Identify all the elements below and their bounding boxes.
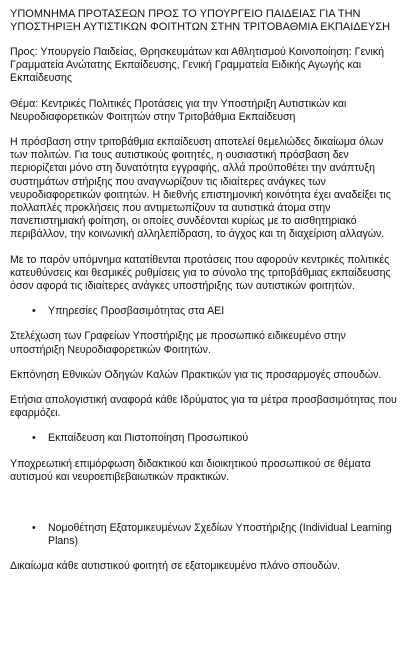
section-item: Ετήσια απολογιστική αναφορά κάθε Ιδρύματος για τα μέτρα προσβασιμότητας που εφαρμόζει. [10, 394, 397, 420]
section-item: Υποχρεωτική επιμόρφωση διδακτικού και διοικητικού προσωπικού σε θέματα αυτισμού και νευροεπιβεβαιωτικών πρακτικών. [10, 457, 371, 483]
section-heading-training [32, 432, 400, 445]
section-item: Στελέχωση των Γραφείων Υποστήριξης με προσωπικό ειδικευμένο στην υποστήριξη Νευροδιαφορετικών Φοιτητών. [10, 330, 346, 356]
bullet-marker: • [32, 432, 36, 445]
bullet-marker: • [32, 305, 36, 318]
section-item: Δικαίωμα κάθε αυτιστικού φοιτητή σε εξατομικευμένο πλάνο σπουδών. [10, 560, 341, 573]
recipients-paragraph: Προς: Υπουργείο Παιδείας, Θρησκευμάτων και Αθλητισμού Κοινοποίηση: Γενική Γραμματεία Ανώτατης Εκπαίδευσης, Γενική Γραμματεία Ειδικής Αγωγής και Εκπαίδευσης [10, 46, 385, 85]
section-heading-individual-plans [32, 522, 400, 548]
section-heading-accessibility [32, 305, 400, 318]
section-heading-text: Εκπαίδευση και Πιστοποίηση Προσωπικού [48, 432, 249, 445]
subject-paragraph: Θέμα: Κεντρικές Πολιτικές Προτάσεις για την Υποστήριξη Αυτιστικών και Νευροδιαφορετικών Φοιτητών στην Τριτοβάθμια Εκπαίδευση [10, 97, 347, 123]
intro-paragraph: Η πρόσβαση στην τριτοβάθμια εκπαίδευση αποτελεί θεμελιώδες δικαίωμα όλων των πολιτών. Για τους αυτιστικούς φοιτητές, η ουσιαστική πρόσβαση δεν περιορίζεται μόνο στη δυνατότητα εγγραφής, αλλά προϋποθέτει την ανάπτυξη συστημάτων στήριξης που αναγνωρίζουν τις ιδιαίτερες ανάγκες των νευροδιαφορετικών φοιτητών. Η διεθνής επιστημονική κοινότητα έχει αναδείξει τις πολλαπλές προκλήσεις που αντιμετωπίζουν τα αυτιστικά άτομα στην πανεπιστημιακή φοίτηση, οι οποίες συνδέονται κυρίως με το αισθητηριακό περιβάλλον, την κοινωνική αλληλεπίδραση, το άγχος και τη διαχείριση αλλαγών. [10, 136, 391, 241]
bullet-marker: • [32, 522, 36, 535]
purpose-paragraph: Με το παρόν υπόμνημα κατατίθενται προτάσεις που αφορούν κεντρικές πολιτικές κατευθύνσεις και θεσμικές ρυθμίσεις για το σύνολο της τριτοβάθμιας εκπαίδευσης όσον αφορά τις ιδιαίτερες ανάγκες υποστήριξης των αυτιστικών φοιτητών. [10, 253, 391, 293]
section-heading-text: Υπηρεσίες Προσβασιμότητας στα ΑΕΙ [48, 305, 225, 318]
section-heading-text: Νομοθέτηση Εξατομικευμένων Σχεδίων Υποστήριξης (Individual Learning Plans) [48, 522, 392, 548]
blank-space [10, 496, 400, 522]
section-item: Εκπόνηση Εθνικών Οδηγών Καλών Πρακτικών για τις προσαρμογές σπουδών. [10, 368, 382, 381]
document-title: ΥΠΟΜΝΗΜΑ ΠΡΟΤΑΣΕΩΝ ΠΡΟΣ ΤΟ ΥΠΟΥΡΓΕΙΟ ΠΑΙΔΕΙΑΣ ΓΙΑ ΤΗΝ ΥΠΟΣΤΗΡΙΞΗ ΑΥΤΙΣΤΙΚΩΝ ΦΟΙΤΗΤΩΝ ΣΤΗΝ ΤΡΙΤΟΒΑΘΜΙΑ ΕΚΠΑΙΔΕΥΣΗ [10, 8, 391, 33]
